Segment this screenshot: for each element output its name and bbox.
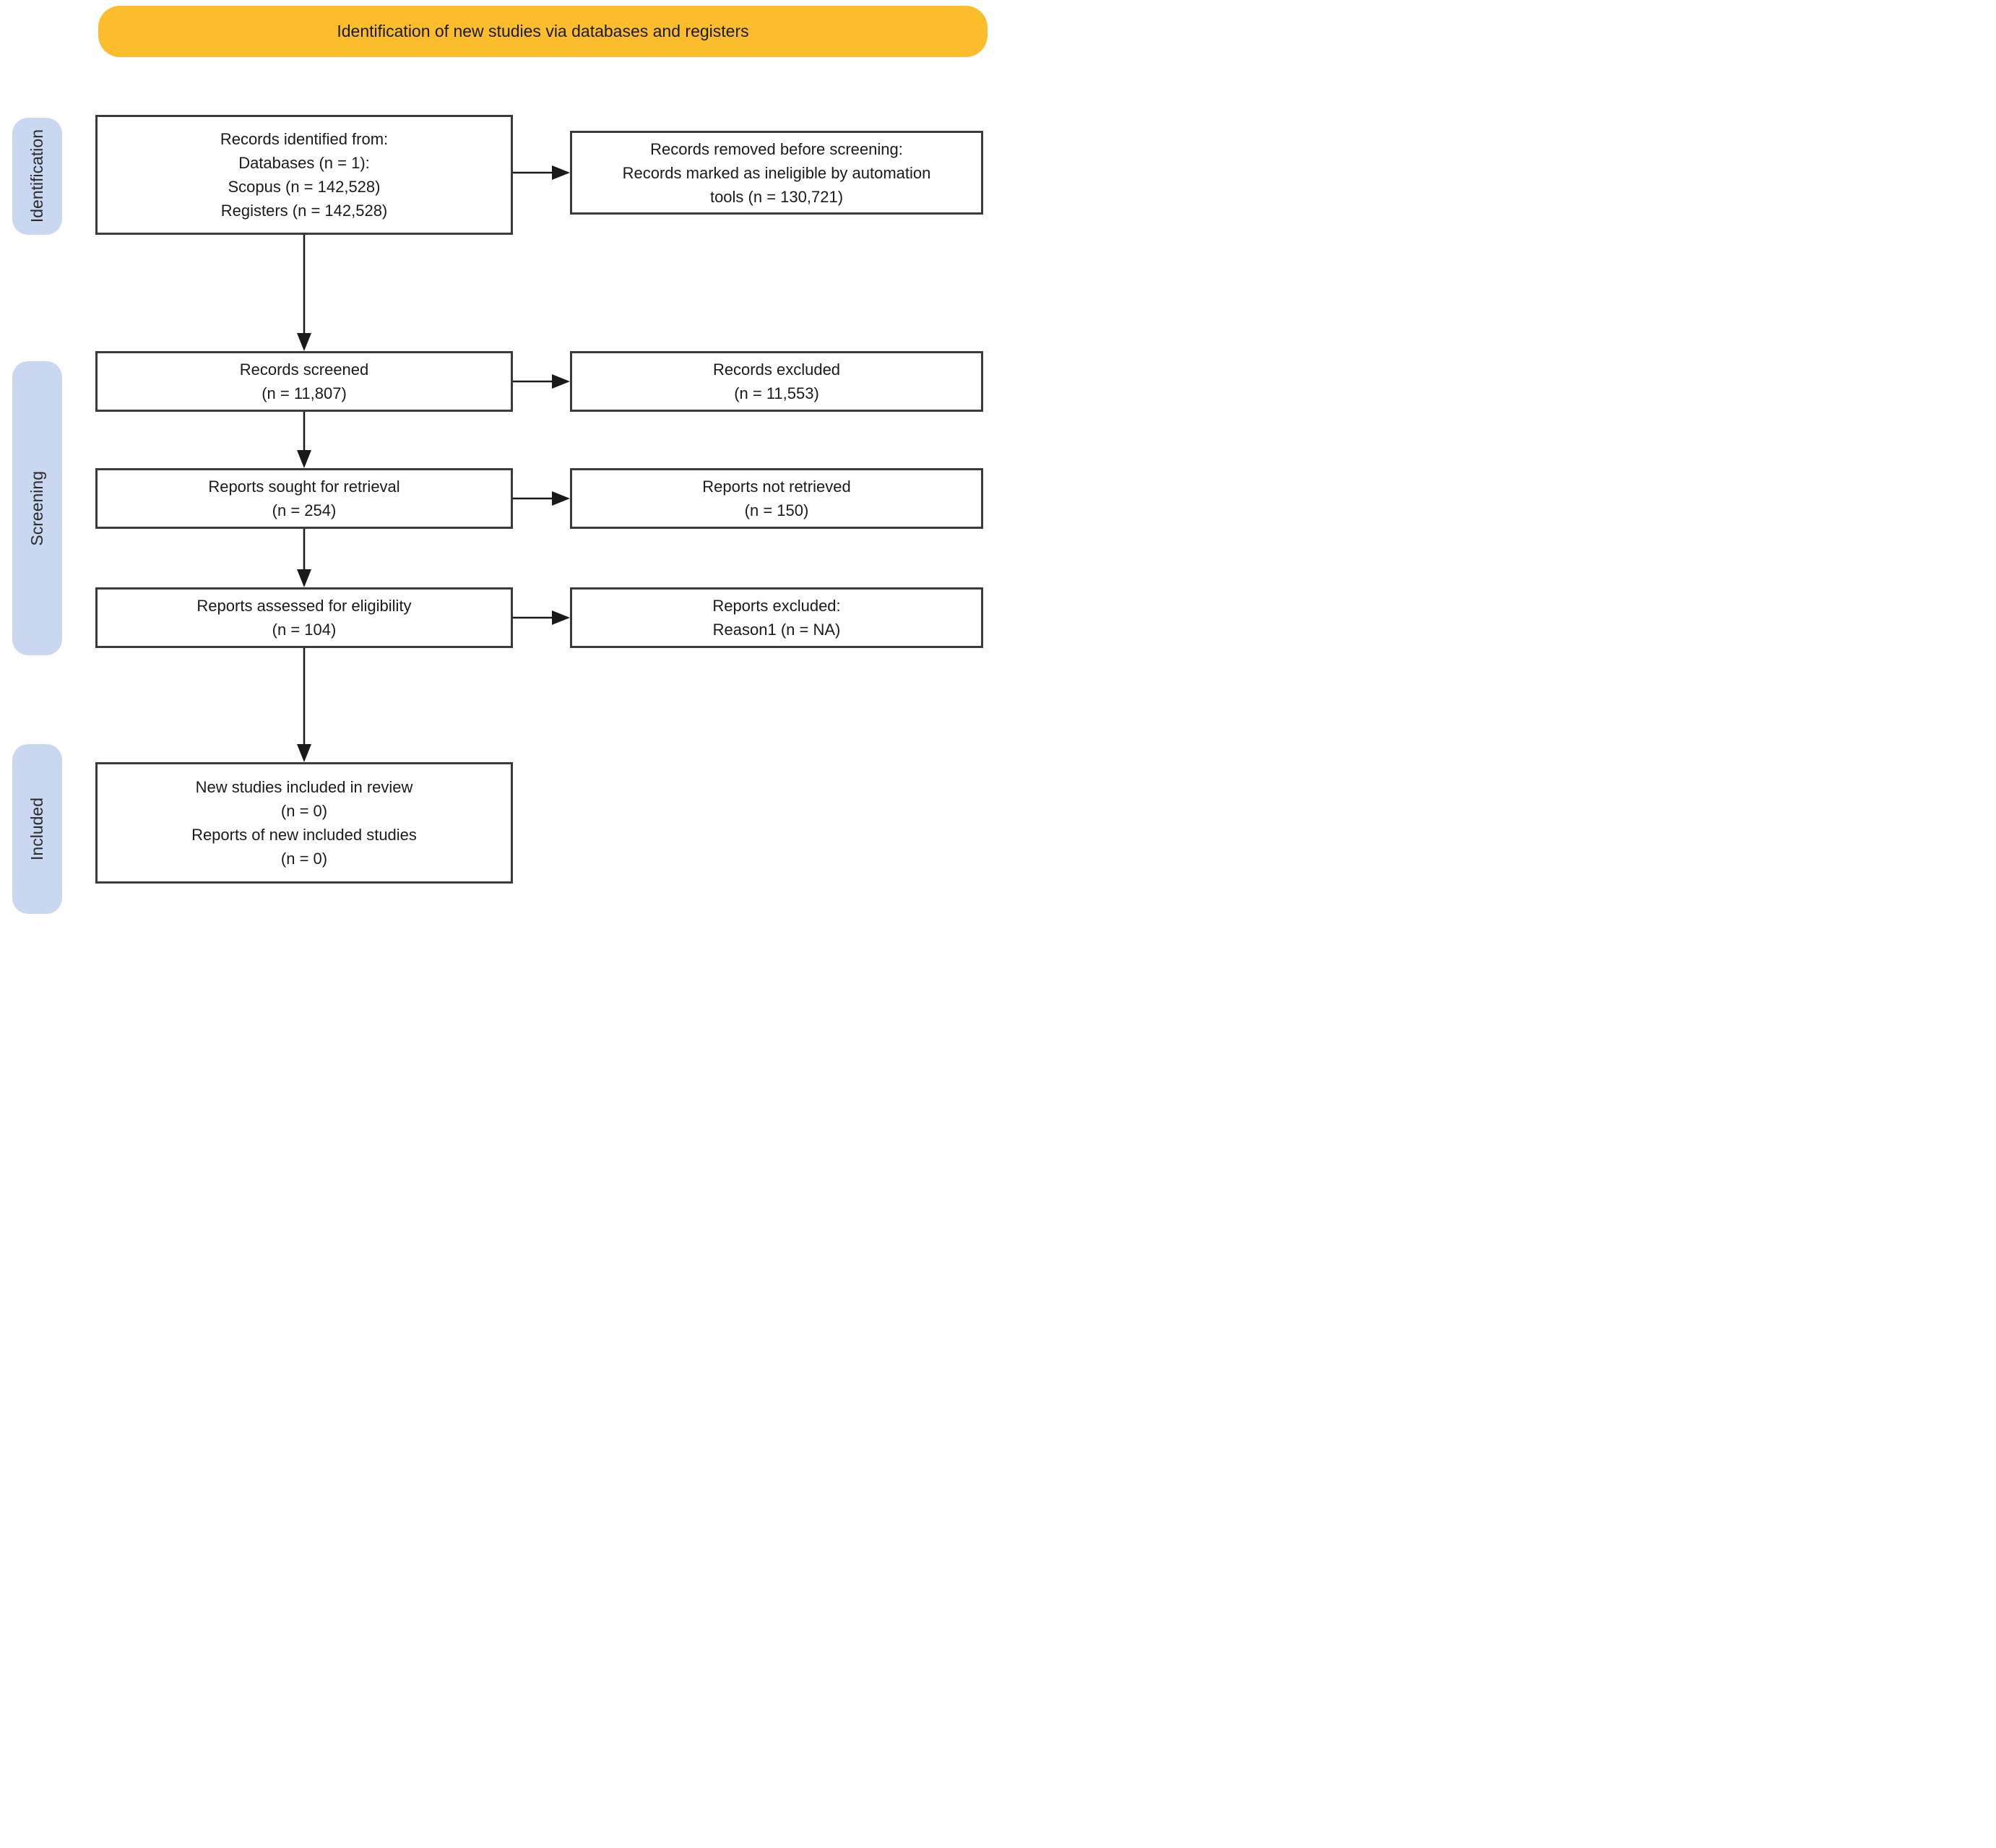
box-reports-sought (95, 468, 513, 529)
box-line: New studies included in review (195, 778, 413, 796)
box-line: (n = 104) (272, 621, 337, 639)
arrow-identified-to-removed (513, 165, 570, 180)
box-line: Records identified from: (220, 130, 389, 148)
box-line: Records marked as ineligible by automation (622, 163, 931, 182)
box-records-excluded (570, 351, 983, 412)
box-line: Reports excluded: (712, 597, 841, 615)
box-line: Reports of new included studies (191, 826, 417, 844)
stage-label-screening: Screening (27, 470, 46, 546)
box-records-identified (95, 115, 513, 235)
box-reports-assessed (95, 587, 513, 648)
box-line: (n = 0) (280, 802, 328, 820)
box-line: Reason1 (n = NA) (712, 621, 841, 639)
box-line: Reports assessed for eligibility (196, 597, 412, 615)
box-line: (n = 11,807) (262, 384, 347, 402)
arrow-screened-to-sought (297, 412, 311, 468)
box-line: (n = 254) (272, 501, 337, 519)
box-reports-excluded (570, 587, 983, 648)
box-line: Scopus (n = 142,528) (228, 178, 381, 196)
box-records-removed (570, 131, 983, 215)
box-line: Records excluded (712, 360, 841, 379)
box-records-screened (95, 351, 513, 412)
stage-pill-identification (12, 118, 62, 235)
stage-pill-included (12, 744, 62, 914)
box-line: tools (n = 130,721) (709, 187, 844, 206)
stage-label-identification: Identification (27, 129, 46, 223)
stage-pill-screening (12, 361, 62, 655)
stage-label-included: Included (27, 798, 46, 860)
arrow-identified-to-screened (297, 235, 311, 351)
arrow-sought-to-assessed (297, 529, 311, 587)
box-studies-included (95, 762, 513, 884)
box-line: (n = 11,553) (734, 384, 819, 402)
box-line: (n = 0) (280, 850, 328, 868)
box-line: Records removed before screening: (650, 139, 903, 158)
box-line: Reports not retrieved (702, 478, 851, 496)
arrow-assessed-to-included (297, 648, 311, 762)
title-banner (98, 6, 988, 57)
box-line: Reports sought for retrieval (208, 478, 400, 496)
box-line: (n = 150) (744, 501, 809, 519)
prisma-flow-diagram (0, 0, 998, 924)
box-line: Records screened (239, 360, 369, 379)
box-line: Registers (n = 142,528) (220, 202, 388, 220)
title-banner-label: Identification of new studies via databases and registers (337, 22, 749, 40)
arrow-assessed-to-reports-excluded (513, 610, 570, 625)
box-reports-not-retrieved (570, 468, 983, 529)
arrow-screened-to-excluded (513, 374, 570, 389)
box-line: Databases (n = 1): (238, 154, 370, 172)
arrow-sought-to-not-retrieved (513, 491, 570, 506)
